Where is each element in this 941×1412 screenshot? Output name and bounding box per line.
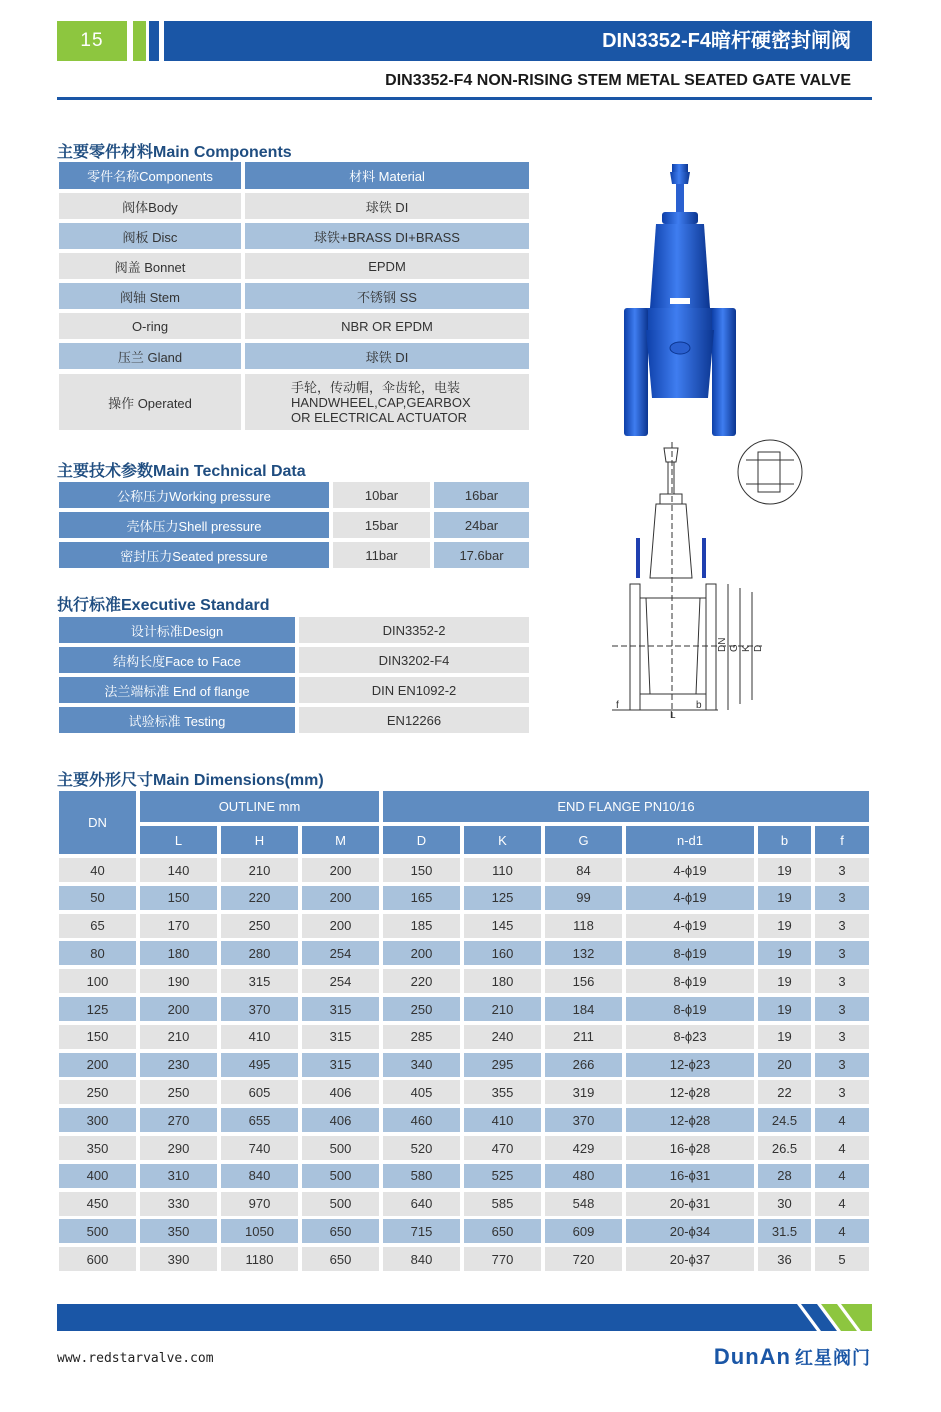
dim-cell-b: 31.5 bbox=[758, 1219, 811, 1243]
dim-cell-m: 200 bbox=[302, 914, 379, 938]
dim-cell-b: 30 bbox=[758, 1192, 811, 1216]
dim-cell-m: 315 bbox=[302, 1025, 379, 1049]
dim-cell-f: 3 bbox=[815, 1025, 869, 1049]
dim-cell-b: 19 bbox=[758, 858, 811, 882]
component-material: 球铁+BRASS DI+BRASS bbox=[245, 223, 529, 249]
dim-cell-b: 19 bbox=[758, 914, 811, 938]
component-name: 阀盖 Bonnet bbox=[59, 253, 241, 279]
dim-cell-l: 180 bbox=[140, 941, 217, 965]
dim-cell-n-d1: 12-ϕ28 bbox=[626, 1108, 754, 1132]
dim-cell-dn: 100 bbox=[59, 969, 136, 993]
technical-title: 主要技术参数Main Technical Data bbox=[57, 463, 306, 480]
dim-cell-dn: 50 bbox=[59, 886, 136, 910]
dim-cell-n-d1: 20-ϕ34 bbox=[626, 1219, 754, 1243]
dim-cell-k: 650 bbox=[464, 1219, 541, 1243]
dim-cell-g: 720 bbox=[545, 1247, 622, 1271]
dim-cell-k: 525 bbox=[464, 1164, 541, 1188]
valve-photo bbox=[610, 158, 750, 438]
tech-label: 密封压力Seated pressure bbox=[59, 542, 329, 568]
dim-cell-n-d1: 8-ϕ19 bbox=[626, 941, 754, 965]
dim-cell-n-d1: 8-ϕ19 bbox=[626, 969, 754, 993]
dim-cell-n-d1: 4-ϕ19 bbox=[626, 886, 754, 910]
dim-cell-l: 210 bbox=[140, 1025, 217, 1049]
dim-cell-h: 210 bbox=[221, 858, 298, 882]
dim-col-header: D bbox=[383, 826, 460, 854]
dim-cell-m: 500 bbox=[302, 1164, 379, 1188]
dim-cell-dn: 450 bbox=[59, 1192, 136, 1216]
dim-cell-g: 480 bbox=[545, 1164, 622, 1188]
tech-label: 壳体压力Shell pressure bbox=[59, 512, 329, 538]
dim-cell-n-d1: 20-ϕ37 bbox=[626, 1247, 754, 1271]
tech-value-pn10: 10bar bbox=[333, 482, 430, 508]
drawing-label-g: G bbox=[729, 644, 740, 652]
dim-cell-n-d1: 12-ϕ23 bbox=[626, 1053, 754, 1077]
dim-cell-g: 184 bbox=[545, 997, 622, 1021]
operated-line3: OR ELECTRICAL ACTUATOR bbox=[291, 409, 468, 425]
page-number: 15 bbox=[57, 21, 127, 61]
footer-bar bbox=[57, 1304, 787, 1331]
dim-cell-m: 200 bbox=[302, 858, 379, 882]
flange-header: END FLANGE PN10/16 bbox=[383, 791, 869, 822]
website-url[interactable]: www.redstarvalve.com bbox=[57, 1351, 214, 1366]
header-stripe-blue bbox=[149, 21, 159, 61]
drawing-label-k: K bbox=[741, 645, 752, 652]
dim-col-header: b bbox=[758, 826, 811, 854]
dim-cell-g: 319 bbox=[545, 1080, 622, 1104]
dim-cell-b: 19 bbox=[758, 941, 811, 965]
dim-cell-h: 220 bbox=[221, 886, 298, 910]
standard-label: 法兰端标准 End of flange bbox=[59, 677, 295, 703]
dim-cell-d: 200 bbox=[383, 941, 460, 965]
component-name: O-ring bbox=[59, 313, 241, 339]
dim-cell-g: 84 bbox=[545, 858, 622, 882]
component-material: 球铁 DI bbox=[245, 193, 529, 219]
dim-cell-g: 609 bbox=[545, 1219, 622, 1243]
operated-line1: 手轮，传动帽，伞齿轮，电装 bbox=[291, 379, 461, 395]
dim-cell-m: 500 bbox=[302, 1192, 379, 1216]
dim-cell-dn: 200 bbox=[59, 1053, 136, 1077]
dim-cell-d: 220 bbox=[383, 969, 460, 993]
dim-cell-n-d1: 12-ϕ28 bbox=[626, 1080, 754, 1104]
dim-cell-f: 3 bbox=[815, 858, 869, 882]
dim-cell-l: 350 bbox=[140, 1219, 217, 1243]
dim-cell-m: 650 bbox=[302, 1219, 379, 1243]
dim-cell-h: 410 bbox=[221, 1025, 298, 1049]
dim-cell-b: 26.5 bbox=[758, 1136, 811, 1160]
dim-cell-f: 3 bbox=[815, 969, 869, 993]
dim-cell-f: 3 bbox=[815, 941, 869, 965]
dim-cell-l: 250 bbox=[140, 1080, 217, 1104]
dim-cell-n-d1: 16-ϕ28 bbox=[626, 1136, 754, 1160]
component-material: EPDM bbox=[245, 253, 529, 279]
dim-cell-dn: 400 bbox=[59, 1164, 136, 1188]
dim-cell-dn: 150 bbox=[59, 1025, 136, 1049]
dim-col-header: n-d1 bbox=[626, 826, 754, 854]
component-material: NBR OR EPDM bbox=[245, 313, 529, 339]
dim-cell-m: 500 bbox=[302, 1136, 379, 1160]
dim-col-header: G bbox=[545, 826, 622, 854]
dim-cell-b: 20 bbox=[758, 1053, 811, 1077]
dim-cell-k: 110 bbox=[464, 858, 541, 882]
dim-cell-k: 770 bbox=[464, 1247, 541, 1271]
drawing-label-f: f bbox=[616, 700, 619, 711]
dim-col-header: L bbox=[140, 826, 217, 854]
dim-cell-h: 280 bbox=[221, 941, 298, 965]
dim-cell-b: 19 bbox=[758, 969, 811, 993]
dim-cell-d: 185 bbox=[383, 914, 460, 938]
dim-cell-g: 266 bbox=[545, 1053, 622, 1077]
dim-cell-m: 200 bbox=[302, 886, 379, 910]
footer-stripes-graphic bbox=[787, 1304, 872, 1331]
dim-cell-g: 211 bbox=[545, 1025, 622, 1049]
dim-cell-m: 315 bbox=[302, 1053, 379, 1077]
tech-value-pn16: 16bar bbox=[434, 482, 529, 508]
dim-cell-h: 840 bbox=[221, 1164, 298, 1188]
component-material: 球铁 DI bbox=[245, 343, 529, 369]
valve-section-drawing bbox=[606, 438, 816, 720]
dim-cell-h: 970 bbox=[221, 1192, 298, 1216]
dim-col-header: f bbox=[815, 826, 869, 854]
dim-cell-g: 548 bbox=[545, 1192, 622, 1216]
tech-value-pn16: 17.6bar bbox=[434, 542, 529, 568]
component-name-operated: 操作 Operated bbox=[59, 374, 241, 430]
dim-col-header: H bbox=[221, 826, 298, 854]
dim-cell-d: 460 bbox=[383, 1108, 460, 1132]
dim-cell-h: 740 bbox=[221, 1136, 298, 1160]
dim-cell-dn: 80 bbox=[59, 941, 136, 965]
components-title: 主要零件材料Main Components bbox=[57, 144, 292, 161]
dim-cell-l: 150 bbox=[140, 886, 217, 910]
dim-cell-dn: 350 bbox=[59, 1136, 136, 1160]
dim-cell-g: 156 bbox=[545, 969, 622, 993]
dim-cell-dn: 600 bbox=[59, 1247, 136, 1271]
dim-cell-f: 3 bbox=[815, 1080, 869, 1104]
dim-cell-m: 406 bbox=[302, 1080, 379, 1104]
dim-cell-f: 4 bbox=[815, 1108, 869, 1132]
dim-cell-b: 28 bbox=[758, 1164, 811, 1188]
drawing-label-dn: DN bbox=[717, 637, 728, 652]
dim-cell-k: 145 bbox=[464, 914, 541, 938]
dim-cell-d: 580 bbox=[383, 1164, 460, 1188]
page-title: DIN3352-F4暗杆硬密封闸阀 bbox=[602, 30, 851, 52]
outline-header: OUTLINE mm bbox=[140, 791, 379, 822]
dim-cell-b: 36 bbox=[758, 1247, 811, 1271]
dim-cell-b: 19 bbox=[758, 1025, 811, 1049]
dim-cell-l: 230 bbox=[140, 1053, 217, 1077]
dim-cell-h: 250 bbox=[221, 914, 298, 938]
dim-cell-d: 165 bbox=[383, 886, 460, 910]
standard-title: 执行标准Executive Standard bbox=[57, 597, 270, 614]
dim-cell-h: 315 bbox=[221, 969, 298, 993]
tech-value-pn10: 15bar bbox=[333, 512, 430, 538]
dim-cell-g: 132 bbox=[545, 941, 622, 965]
dim-cell-n-d1: 4-ϕ19 bbox=[626, 914, 754, 938]
dim-cell-b: 19 bbox=[758, 997, 811, 1021]
dim-cell-n-d1: 8-ϕ19 bbox=[626, 997, 754, 1021]
dim-cell-m: 254 bbox=[302, 941, 379, 965]
dim-cell-l: 310 bbox=[140, 1164, 217, 1188]
standard-value: EN12266 bbox=[299, 707, 529, 733]
dim-cell-m: 315 bbox=[302, 997, 379, 1021]
dim-cell-l: 170 bbox=[140, 914, 217, 938]
dim-cell-g: 118 bbox=[545, 914, 622, 938]
standard-value: DIN3202-F4 bbox=[299, 647, 529, 673]
dim-cell-d: 250 bbox=[383, 997, 460, 1021]
dim-cell-l: 390 bbox=[140, 1247, 217, 1271]
drawing-label-b: b bbox=[696, 700, 702, 711]
dim-cell-f: 3 bbox=[815, 1053, 869, 1077]
operated-line2: HANDWHEEL,CAP,GEARBOX bbox=[291, 394, 471, 410]
tech-value-pn16: 24bar bbox=[434, 512, 529, 538]
dim-cell-h: 1050 bbox=[221, 1219, 298, 1243]
standard-value: DIN EN1092-2 bbox=[299, 677, 529, 703]
dim-cell-d: 520 bbox=[383, 1136, 460, 1160]
dim-cell-d: 405 bbox=[383, 1080, 460, 1104]
dim-cell-f: 4 bbox=[815, 1192, 869, 1216]
dim-cell-f: 4 bbox=[815, 1164, 869, 1188]
dim-cell-n-d1: 4-ϕ19 bbox=[626, 858, 754, 882]
dim-cell-h: 495 bbox=[221, 1053, 298, 1077]
dim-cell-d: 715 bbox=[383, 1219, 460, 1243]
dim-cell-d: 340 bbox=[383, 1053, 460, 1077]
dim-cell-n-d1: 8-ϕ23 bbox=[626, 1025, 754, 1049]
dim-col-header: K bbox=[464, 826, 541, 854]
components-col-header: 零件名称Components bbox=[59, 162, 241, 189]
dim-cell-k: 470 bbox=[464, 1136, 541, 1160]
dim-cell-g: 370 bbox=[545, 1108, 622, 1132]
logo-cn: 红星阀门 bbox=[795, 1348, 871, 1368]
dim-cell-n-d1: 16-ϕ31 bbox=[626, 1164, 754, 1188]
component-name: 阀体Body bbox=[59, 193, 241, 219]
dim-cell-l: 200 bbox=[140, 997, 217, 1021]
dim-cell-d: 150 bbox=[383, 858, 460, 882]
dim-cell-dn: 125 bbox=[59, 997, 136, 1021]
brand-logo bbox=[714, 1344, 871, 1370]
dim-cell-k: 295 bbox=[464, 1053, 541, 1077]
dim-cell-f: 4 bbox=[815, 1219, 869, 1243]
dim-cell-h: 370 bbox=[221, 997, 298, 1021]
dim-cell-dn: 65 bbox=[59, 914, 136, 938]
dim-cell-k: 240 bbox=[464, 1025, 541, 1049]
dim-cell-h: 1180 bbox=[221, 1247, 298, 1271]
drawing-label-l: L bbox=[670, 710, 676, 720]
dim-cell-g: 429 bbox=[545, 1136, 622, 1160]
dim-cell-d: 840 bbox=[383, 1247, 460, 1271]
dim-cell-f: 4 bbox=[815, 1136, 869, 1160]
standard-label: 试验标准 Testing bbox=[59, 707, 295, 733]
dim-cell-l: 140 bbox=[140, 858, 217, 882]
dim-cell-f: 3 bbox=[815, 914, 869, 938]
dim-cell-g: 99 bbox=[545, 886, 622, 910]
tech-value-pn10: 11bar bbox=[333, 542, 430, 568]
drawing-label-d: D bbox=[753, 644, 764, 652]
component-name: 阀板 Disc bbox=[59, 223, 241, 249]
standard-label: 设计标准Design bbox=[59, 617, 295, 643]
dim-cell-f: 5 bbox=[815, 1247, 869, 1271]
component-name: 压兰 Gland bbox=[59, 343, 241, 369]
dim-cell-n-d1: 20-ϕ31 bbox=[626, 1192, 754, 1216]
dim-cell-b: 22 bbox=[758, 1080, 811, 1104]
tech-label: 公称压力Working pressure bbox=[59, 482, 329, 508]
dim-cell-d: 640 bbox=[383, 1192, 460, 1216]
dim-cell-k: 125 bbox=[464, 886, 541, 910]
component-material-operated bbox=[245, 374, 529, 430]
dim-cell-l: 290 bbox=[140, 1136, 217, 1160]
dim-col-header: M bbox=[302, 826, 379, 854]
header-stripe-green bbox=[133, 21, 146, 61]
dim-cell-k: 585 bbox=[464, 1192, 541, 1216]
dim-cell-dn: 300 bbox=[59, 1108, 136, 1132]
material-col-header: 材料 Material bbox=[245, 162, 529, 189]
dim-cell-dn: 250 bbox=[59, 1080, 136, 1104]
dim-cell-f: 3 bbox=[815, 886, 869, 910]
dim-cell-k: 160 bbox=[464, 941, 541, 965]
page-subtitle: DIN3352-F4 NON-RISING STEM METAL SEATED GATE VALVE bbox=[385, 72, 851, 89]
dim-cell-l: 330 bbox=[140, 1192, 217, 1216]
dim-cell-k: 410 bbox=[464, 1108, 541, 1132]
dim-cell-m: 406 bbox=[302, 1108, 379, 1132]
dim-cell-l: 270 bbox=[140, 1108, 217, 1132]
dim-cell-k: 180 bbox=[464, 969, 541, 993]
dim-cell-dn: 40 bbox=[59, 858, 136, 882]
component-material: 不锈钢 SS bbox=[245, 283, 529, 309]
dim-cell-dn: 500 bbox=[59, 1219, 136, 1243]
dim-cell-m: 254 bbox=[302, 969, 379, 993]
header-divider bbox=[57, 97, 872, 100]
dim-cell-l: 190 bbox=[140, 969, 217, 993]
dim-cell-f: 3 bbox=[815, 997, 869, 1021]
dim-cell-m: 650 bbox=[302, 1247, 379, 1271]
standard-label: 结构长度Face to Face bbox=[59, 647, 295, 673]
component-name: 阀轴 Stem bbox=[59, 283, 241, 309]
dim-cell-k: 210 bbox=[464, 997, 541, 1021]
dim-cell-k: 355 bbox=[464, 1080, 541, 1104]
dim-cell-h: 605 bbox=[221, 1080, 298, 1104]
dim-cell-d: 285 bbox=[383, 1025, 460, 1049]
dim-cell-h: 655 bbox=[221, 1108, 298, 1132]
standard-value: DIN3352-2 bbox=[299, 617, 529, 643]
dim-cell-b: 19 bbox=[758, 886, 811, 910]
dimensions-title: 主要外形尺寸Main Dimensions(mm) bbox=[57, 772, 324, 789]
dim-cell-b: 24.5 bbox=[758, 1108, 811, 1132]
dn-header: DN bbox=[59, 791, 136, 854]
logo-en: DunAn bbox=[713, 1344, 791, 1369]
